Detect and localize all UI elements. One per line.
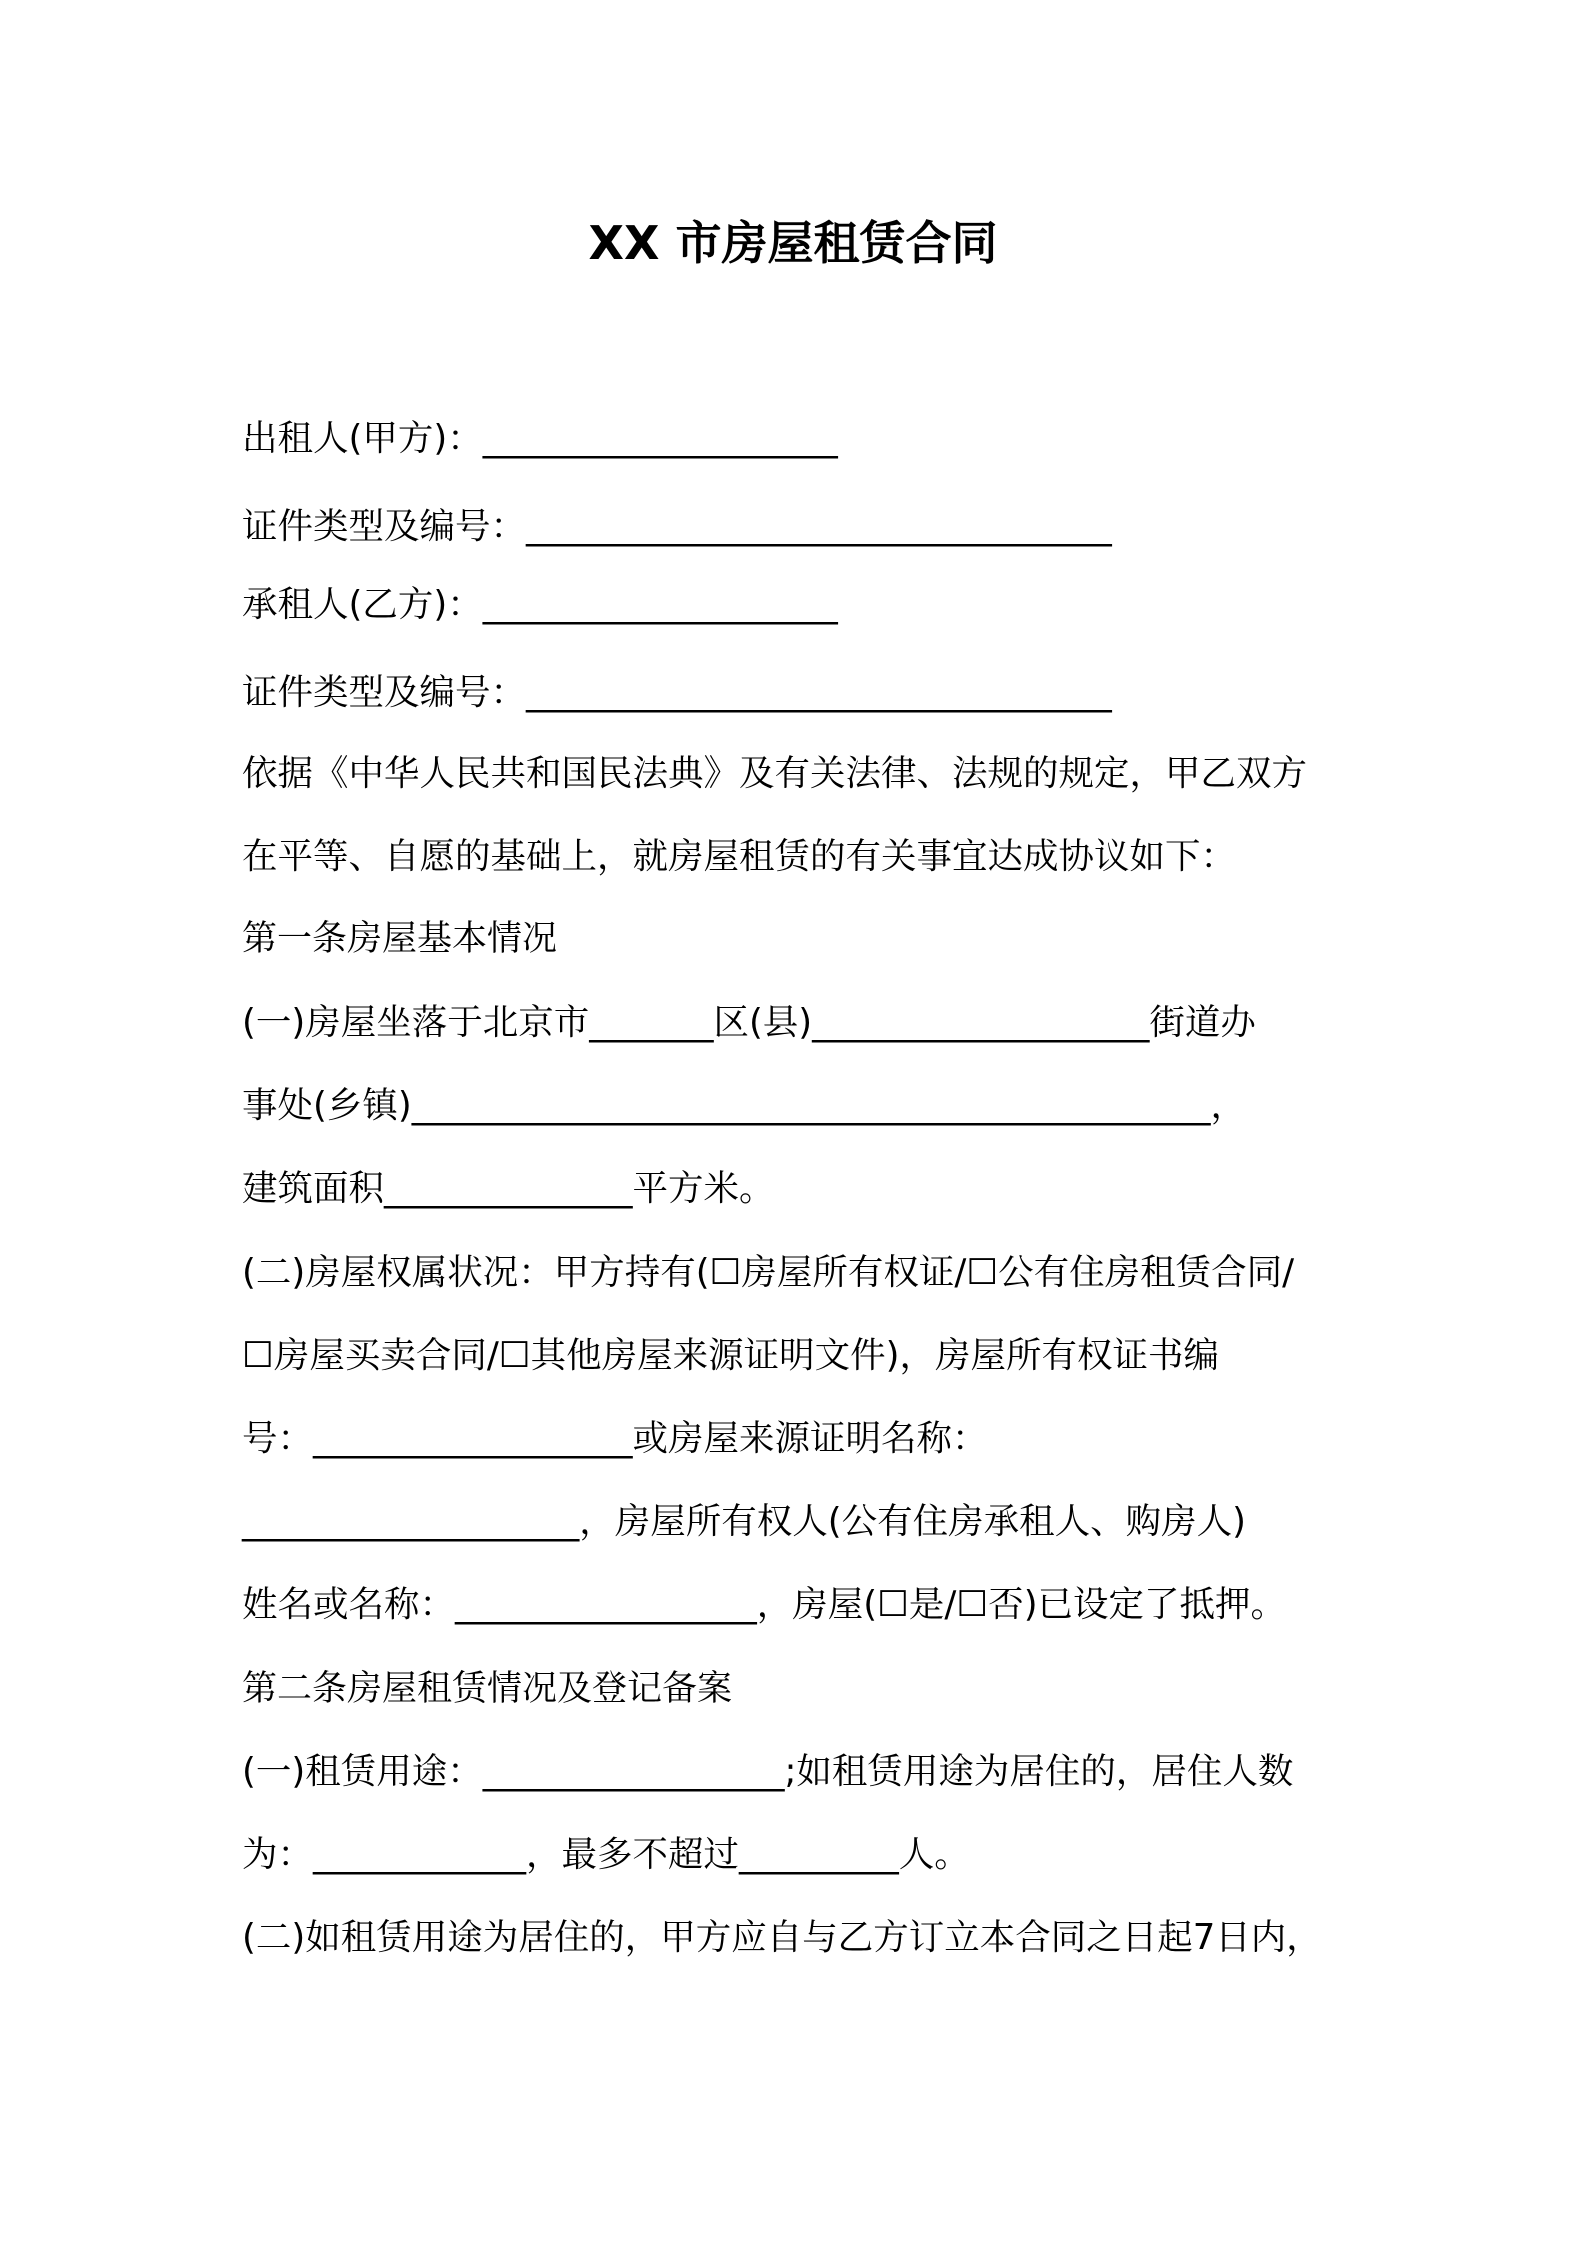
article-2-item-1-line-2: 为：____________，最多不超过_________人。 <box>242 1834 970 1875</box>
lessor-line: 出租人(甲方)：____________________ <box>242 418 838 459</box>
article-1-item-2-line-3: 号：__________________或房屋来源证明名称： <box>242 1418 988 1459</box>
article-1-item-2-line-2: ☐房屋买卖合同/☐其他房屋来源证明文件)，房屋所有权证书编 <box>242 1335 1219 1376</box>
article-1-item-2-line-1: (二)房屋权属状况：甲方持有(☐房屋所有权证/☐公有住房租赁合同/ <box>242 1252 1295 1293</box>
article-1-heading: 第一条房屋基本情况 <box>242 919 558 959</box>
preamble-line-1: 依据《中华人民共和国民法典》及有关法律、法规的规定，甲乙双方 <box>242 753 1308 794</box>
article-2-heading: 第二条房屋租赁情况及登记备案 <box>242 1669 733 1709</box>
lessee-line: 承租人(乙方)：____________________ <box>242 584 838 625</box>
article-1-item-2-line-5: 姓名或名称：_________________，房屋(☐是/☐否)已设定了抵押。 <box>242 1584 1287 1625</box>
article-1-item-1-line-2: 事处(乡镇)_____________________________________________， <box>242 1085 1246 1126</box>
preamble-line-2: 在平等、自愿的基础上，就房屋租赁的有关事宜达成协议如下： <box>242 836 1237 877</box>
document-title: XX 市房屋租赁合同 <box>588 216 998 270</box>
article-1-item-2-line-4: ___________________，房屋所有权人(公有住房承租人、购房人) <box>242 1501 1246 1542</box>
article-2-item-1-line-1: (一)租赁用途：_________________;如租赁用途为居住的，居住人数 <box>242 1751 1294 1792</box>
lessee-id-line: 证件类型及编号：_________________________________ <box>242 672 1112 713</box>
lessor-id-line: 证件类型及编号：_________________________________ <box>242 506 1112 547</box>
article-1-item-1-line-1: (一)房屋坐落于北京市_______区(县)___________________街道办 <box>242 1002 1256 1043</box>
article-1-item-1-line-3: 建筑面积______________平方米。 <box>242 1168 775 1209</box>
article-2-item-2-line-1: (二)如租赁用途为居住的，甲方应自与乙方订立本合同之日起7日内， <box>242 1917 1322 1958</box>
